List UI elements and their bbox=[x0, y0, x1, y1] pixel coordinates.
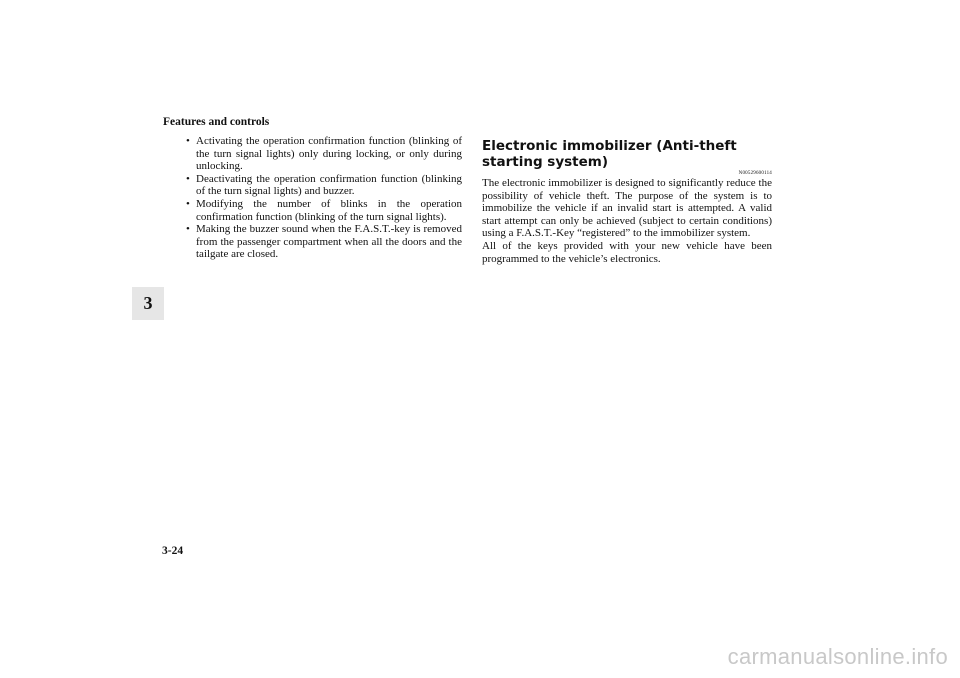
bullet-item: • Making the buzzer sound when the F.A.S.T.-key is removed from the passenger compartment when all the doors and the tailgate are closed. bbox=[186, 223, 462, 261]
paragraph: All of the keys provided with your new vehicle have been programmed to the vehicle’s electronics. bbox=[482, 239, 772, 265]
paragraph: The electronic immobilizer is designed to significantly reduce the possibility of vehicle theft. The purpose of the system is to immobilize the vehicle if an invalid start is attempted. A valid start attempt can only be achieved (subject to certain conditions) using a F.A.S.T.-Key “registered” to the immobilizer system. bbox=[482, 177, 772, 240]
left-column bbox=[186, 135, 462, 261]
bullet-list bbox=[186, 135, 462, 261]
right-column bbox=[482, 139, 772, 265]
bullet-item: • Modifying the number of blinks in the operation confirmation function (blinking of the turn signal lights). bbox=[186, 198, 462, 223]
page-number: 3-24 bbox=[162, 545, 184, 557]
watermark[interactable]: carmanualsonline.info bbox=[727, 644, 948, 669]
chapter-number: 3 bbox=[143, 293, 153, 313]
document-code: N00529600114 bbox=[738, 171, 772, 176]
bullet-item: • Deactivating the operation confirmation function (blinking of the turn signal lights) and buzzer. bbox=[186, 173, 462, 198]
chapter-tab bbox=[132, 287, 164, 320]
section-title: Electronic immobilizer (Anti-theft starting system) bbox=[482, 138, 737, 170]
section-header: Features and controls bbox=[163, 116, 270, 128]
bullet-item: • Activating the operation confirmation function (blinking of the turn signal lights) only during locking, or only during unlocking. bbox=[186, 135, 462, 173]
